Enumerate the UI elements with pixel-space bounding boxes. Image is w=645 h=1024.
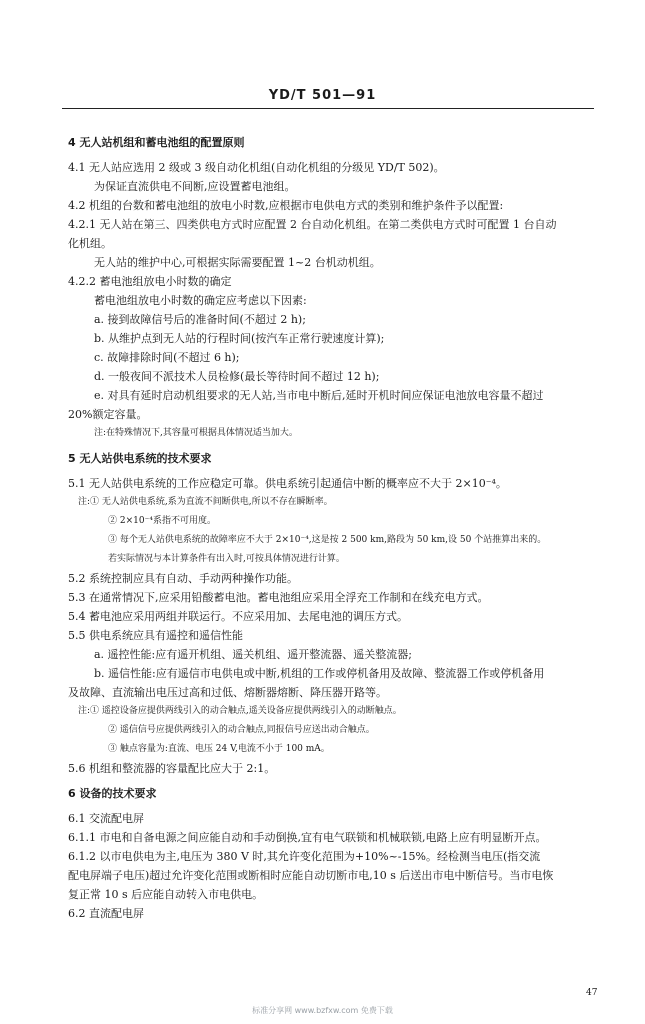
text-line: 4.2.2 蓄电池组放电小时数的确定 xyxy=(68,275,232,288)
text-line: 4.1 无人站应选用 2 级或 3 级自动化机组(自动化机组的分级见 YD/T 502)。 xyxy=(68,161,445,174)
text-line: b. 从维护点到无人站的行程时间(按汽车正常行驶速度计算); xyxy=(94,332,385,345)
header-rule xyxy=(62,108,594,109)
text-line: a. 遥控性能:应有遥开机组、遥关机组、遥开整流器、遥关整流器; xyxy=(94,648,412,661)
page-number: 47 xyxy=(586,988,598,998)
note-line: ③ 每个无人站供电系统的故障率应不大于 2×10⁻⁴,这是按 2 500 km,路段为 50 km,设 50 个站推算出来的。 xyxy=(108,535,547,545)
text-line: 及故障、直流输出电压过高和过低、熔断器熔断、降压器开路等。 xyxy=(68,686,387,699)
text-line: 5.3 在通常情况下,应采用铅酸蓄电池。蓄电池组应采用全浮充工作制和在线充电方式。 xyxy=(68,591,489,604)
text-line: 6.1 交流配电屏 xyxy=(68,812,144,825)
text-line: b. 遥信性能:应有遥信市电供电或中断,机组的工作或停机备用及故障、整流器工作或停机备用 xyxy=(94,667,545,680)
text-line: 复正常 10 s 后应能自动转入市电供电。 xyxy=(68,888,264,901)
note-line: 注:在特殊情况下,其容量可根据具体情况适当加大。 xyxy=(94,428,298,438)
section-heading: 6 设备的技术要求 xyxy=(68,787,157,800)
section-heading: 4 无人站机组和蓄电池组的配置原则 xyxy=(68,136,245,149)
text-line: 5.1 无人站供电系统的工作应稳定可靠。供电系统引起通信中断的概率应不大于 2×10⁻⁴。 xyxy=(68,477,507,490)
text-line: c. 故障排除时间(不超过 6 h); xyxy=(94,351,240,364)
text-line: 5.4 蓄电池应采用两组并联运行。不应采用加、去尾电池的调压方式。 xyxy=(68,610,408,623)
text-line: 化机组。 xyxy=(68,237,112,250)
watermark-text: 标准分享网 www.bzfxw.com 免费下载 xyxy=(252,1006,393,1015)
text-line: 为保证直流供电不间断,应设置蓄电池组。 xyxy=(94,180,296,193)
text-line: 4.2 机组的台数和蓄电池组的放电小时数,应根据市电供电方式的类别和维护条件予以配置: xyxy=(68,199,504,212)
document-body xyxy=(68,127,598,923)
text-line: 4.2.1 无人站在第三、四类供电方式时应配置 2 台自动化机组。在第二类供电方式时可配置 1 台自动 xyxy=(68,218,557,231)
text-line: 无人站的维护中心,可根据实际需要配置 1~2 台机动机组。 xyxy=(94,256,381,269)
text-line: e. 对具有延时启动机组要求的无人站,当市电中断后,延时开机时间应保证电池放电容量不超过 xyxy=(94,389,544,402)
text-line: 5.6 机组和整流器的容量配比应大于 2:1。 xyxy=(68,762,276,775)
text-line: 20%额定容量。 xyxy=(68,408,148,421)
note-line: ② 遥信信号应提供两线引入的动合触点,同报信号应送出动合触点。 xyxy=(108,725,375,735)
text-line: 蓄电池组放电小时数的确定应考虑以下因素: xyxy=(94,294,307,307)
text-line: d. 一般夜间不派技术人员检修(最长等待时间不超过 12 h); xyxy=(94,370,380,383)
note-line: 注:① 遥控设备应提供两线引入的动合触点,遥关设备应提供两线引入的动断触点。 xyxy=(78,706,402,716)
note-line: 若实际情况与本计算条件有出入时,可按具体情况进行计算。 xyxy=(108,554,345,564)
text-line: 5.2 系统控制应具有自动、手动两种操作功能。 xyxy=(68,572,298,585)
text-line: 6.1.2 以市电供电为主,电压为 380 V 时,其允许变化范围为+10%~-15%。经检测当电压(指交流 xyxy=(68,850,541,863)
text-line: a. 接到故障信号后的准备时间(不超过 2 h); xyxy=(94,313,306,326)
note-line: ③ 触点容量为:直流、电压 24 V,电流不小于 100 mA。 xyxy=(108,744,330,754)
note-line: 注:① 无人站供电系统,系为直流不间断供电,所以不存在瞬断率。 xyxy=(78,497,333,507)
text-line: 6.1.1 市电和自备电源之间应能自动和手动倒换,宜有电气联锁和机械联锁,电路上应有明显断开点。 xyxy=(68,831,547,844)
section-heading: 5 无人站供电系统的技术要求 xyxy=(68,452,212,465)
standard-code-header: YD/T 501—91 xyxy=(268,88,377,103)
text-line: 6.2 直流配电屏 xyxy=(68,907,144,920)
note-line: ② 2×10⁻⁴系指不可用度。 xyxy=(108,516,216,526)
text-line: 5.5 供电系统应具有遥控和遥信性能 xyxy=(68,629,243,642)
text-line: 配电屏端子电压)超过允许变化范围或断相时应能自动切断市电,10 s 后送出市电中断信号。当市电恢 xyxy=(68,869,554,882)
